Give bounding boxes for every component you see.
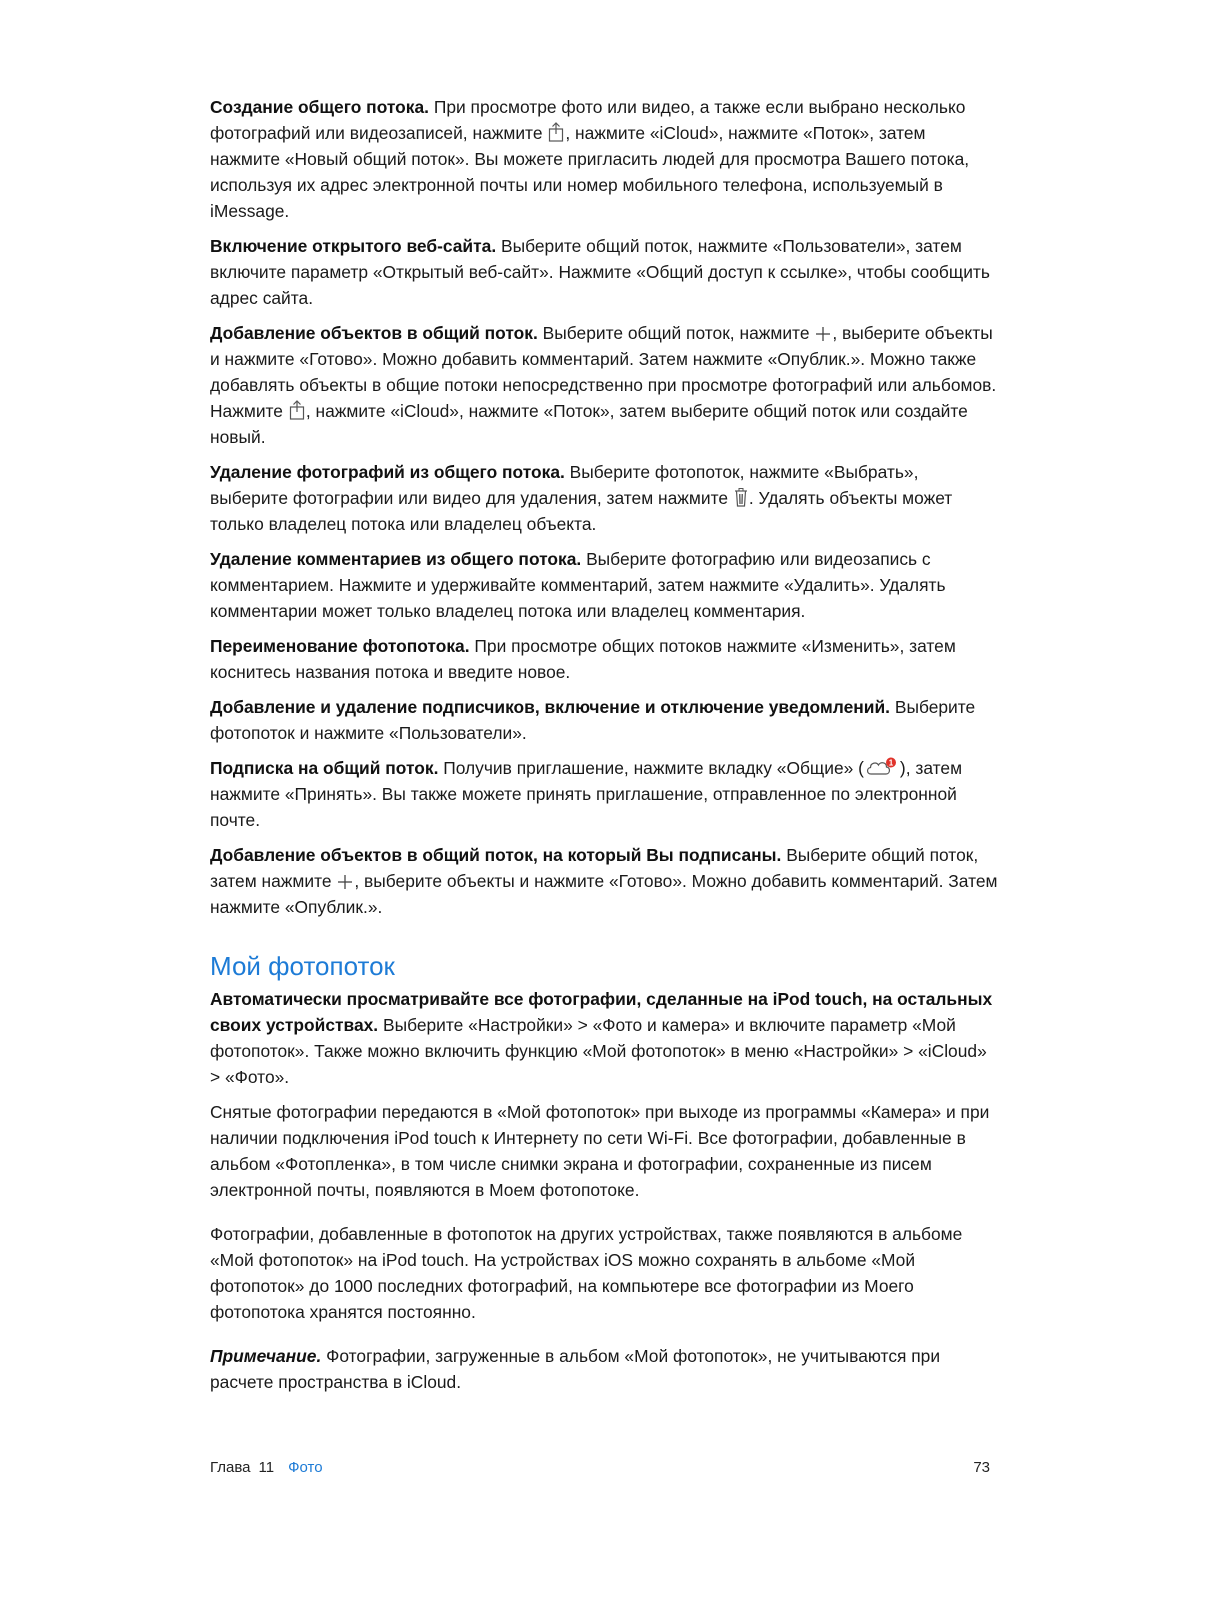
page-footer (210, 1458, 990, 1478)
chapter-label: Глава (210, 1459, 251, 1476)
paragraph-heading: Включение открытого веб-сайта. (210, 236, 497, 256)
paragraph-text: Выберите «Настройки» > «Фото и камера» и включите параметр «Мой фотопоток». Также можно включить функцию «Мой фотопоток» в меню «Настройки» > «iCloud» > «Фото». (210, 1015, 987, 1087)
paragraph-rename-stream (210, 633, 1000, 685)
paragraph-text: , выберите объекты и нажмите «Готово». Можно добавить комментарий. Затем нажмите «Опублик.». Можно также добавлять объекты в общие потоки непосредственно при просмотре фотографий или альбомов. Нажмите (210, 323, 997, 421)
paragraph-text: При просмотре фото или видео, а также если выбрано несколько фотографий или видеозаписей, нажмите (210, 97, 966, 143)
paragraph-text: Выберите общий поток, нажмите «Пользователи», затем включите параметр «Открытый веб-сайт». Нажмите «Общий доступ к ссылке», чтобы сообщить адрес сайта. (210, 236, 990, 308)
paragraph-text: Выберите фотопоток, нажмите «Выбрать», выберите фотографии или видео для удаления, затем нажмите (210, 462, 919, 508)
paragraph-heading: Создание общего потока. (210, 97, 429, 117)
paragraph-heading: Добавление объектов в общий поток. (210, 323, 538, 343)
paragraph-text: При просмотре общих потоков нажмите «Изменить», затем коснитесь названия потока и введите новое. (210, 636, 956, 682)
paragraph-text: Снятые фотографии передаются в «Мой фотопоток» при выходе из программы «Камера» и при наличии подключения iPod touch к Интернету по сети Wi-Fi. Все фотографии, добавленные в альбом «Фотопленка», в том числе снимки экрана и фотографии, сохраненные из писем электронной почты, появляются в Моем фотопотоке. (210, 1102, 990, 1200)
paragraph-public-website (210, 233, 1000, 311)
plus-icon (337, 874, 353, 890)
paragraph-delete-comments (210, 546, 1000, 624)
trash-icon (734, 487, 748, 507)
paragraph-text: , выберите объекты и нажмите «Готово». Можно добавить комментарий. Затем нажмите «Опублик.». (210, 871, 998, 917)
paragraph-note (210, 1343, 1000, 1395)
page-number: 73 (973, 1459, 990, 1476)
paragraph-text: . Удалять объекты может только владелец потока или владелец объекта. (210, 488, 953, 534)
paragraph-my-photostream-storage (210, 1221, 1000, 1325)
paragraph-subscribers (210, 694, 1000, 746)
cloud-badge-icon (865, 757, 899, 777)
paragraph-subscribe (210, 755, 1000, 833)
paragraph-text: Фотографии, добавленные в фотопоток на других устройствах, также появляются в альбоме «Мой фотопоток» на iPod touch. На устройствах iOS можно сохранять в альбоме «Мой фотопоток» до 1000 последних фотографий, на компьютере все фотографии из Моего фотопотока хранятся постоянно. (210, 1224, 963, 1322)
paragraph-text: Получив приглашение, нажмите вкладку «Общие» ( (438, 758, 864, 778)
paragraph-text: ), затем нажмите «Принять». Вы также можете принять приглашение, отправленное по электронной почте. (210, 758, 963, 830)
paragraph-text: Выберите общий поток, затем нажмите (210, 845, 979, 891)
paragraph-my-photostream-upload (210, 1099, 1000, 1203)
paragraph-heading: Подписка на общий поток. (210, 758, 439, 778)
share-icon (548, 122, 564, 142)
paragraph-heading: Удаление комментариев из общего потока. (210, 549, 582, 569)
paragraph-heading: Добавление объектов в общий поток, на который Вы подписаны. (210, 845, 782, 865)
paragraph-delete-photos (210, 459, 1000, 537)
paragraph-text: Выберите фотопоток и нажмите «Пользователи». (210, 697, 976, 743)
paragraph-my-photostream-intro (210, 986, 1000, 1090)
paragraph-heading: Переименование фотопотока. (210, 636, 470, 656)
paragraph-add-items (210, 320, 1000, 450)
paragraph-create-shared-stream (210, 94, 1000, 224)
paragraph-text: , нажмите «iCloud», нажмите «Поток», затем выберите общий поток или создайте новый. (210, 401, 968, 447)
paragraph-text: , нажмите «iCloud», нажмите «Поток», затем нажмите «Новый общий поток». Вы можете пригласить людей для просмотра Вашего потока, используя их адрес электронной почты или номер мобильного телефона, используемый в iMessage. (210, 123, 970, 221)
page-content (210, 94, 1000, 1404)
chapter-name-link[interactable]: Фото (288, 1459, 323, 1476)
paragraph-text: Выберите фотографию или видеозапись с комментарием. Нажмите и удерживайте комментарий, затем нажмите «Удалить». Удалять комментарии может только владелец потока или владелец комментария. (210, 549, 946, 621)
paragraph-heading: Автоматически просматривайте все фотографии, сделанные на iPod touch, на остальных своих устройствах. (210, 989, 993, 1035)
chapter-number: 11 (258, 1459, 275, 1476)
paragraph-text: Выберите общий поток, нажмите (537, 323, 815, 343)
note-label: Примечание. (210, 1346, 322, 1366)
svg-text:1: 1 (888, 758, 894, 768)
plus-icon (815, 326, 831, 342)
share-icon (289, 400, 305, 420)
paragraph-heading: Добавление и удаление подписчиков, включение и отключение уведомлений. (210, 697, 891, 717)
section-title: Мой фотопоток (210, 951, 395, 981)
paragraph-add-to-subscribed (210, 842, 1000, 920)
paragraph-heading: Удаление фотографий из общего потока. (210, 462, 565, 482)
paragraph-text: Фотографии, загруженные в альбом «Мой фотопоток», не учитываются при расчете пространства в iCloud. (210, 1346, 941, 1392)
